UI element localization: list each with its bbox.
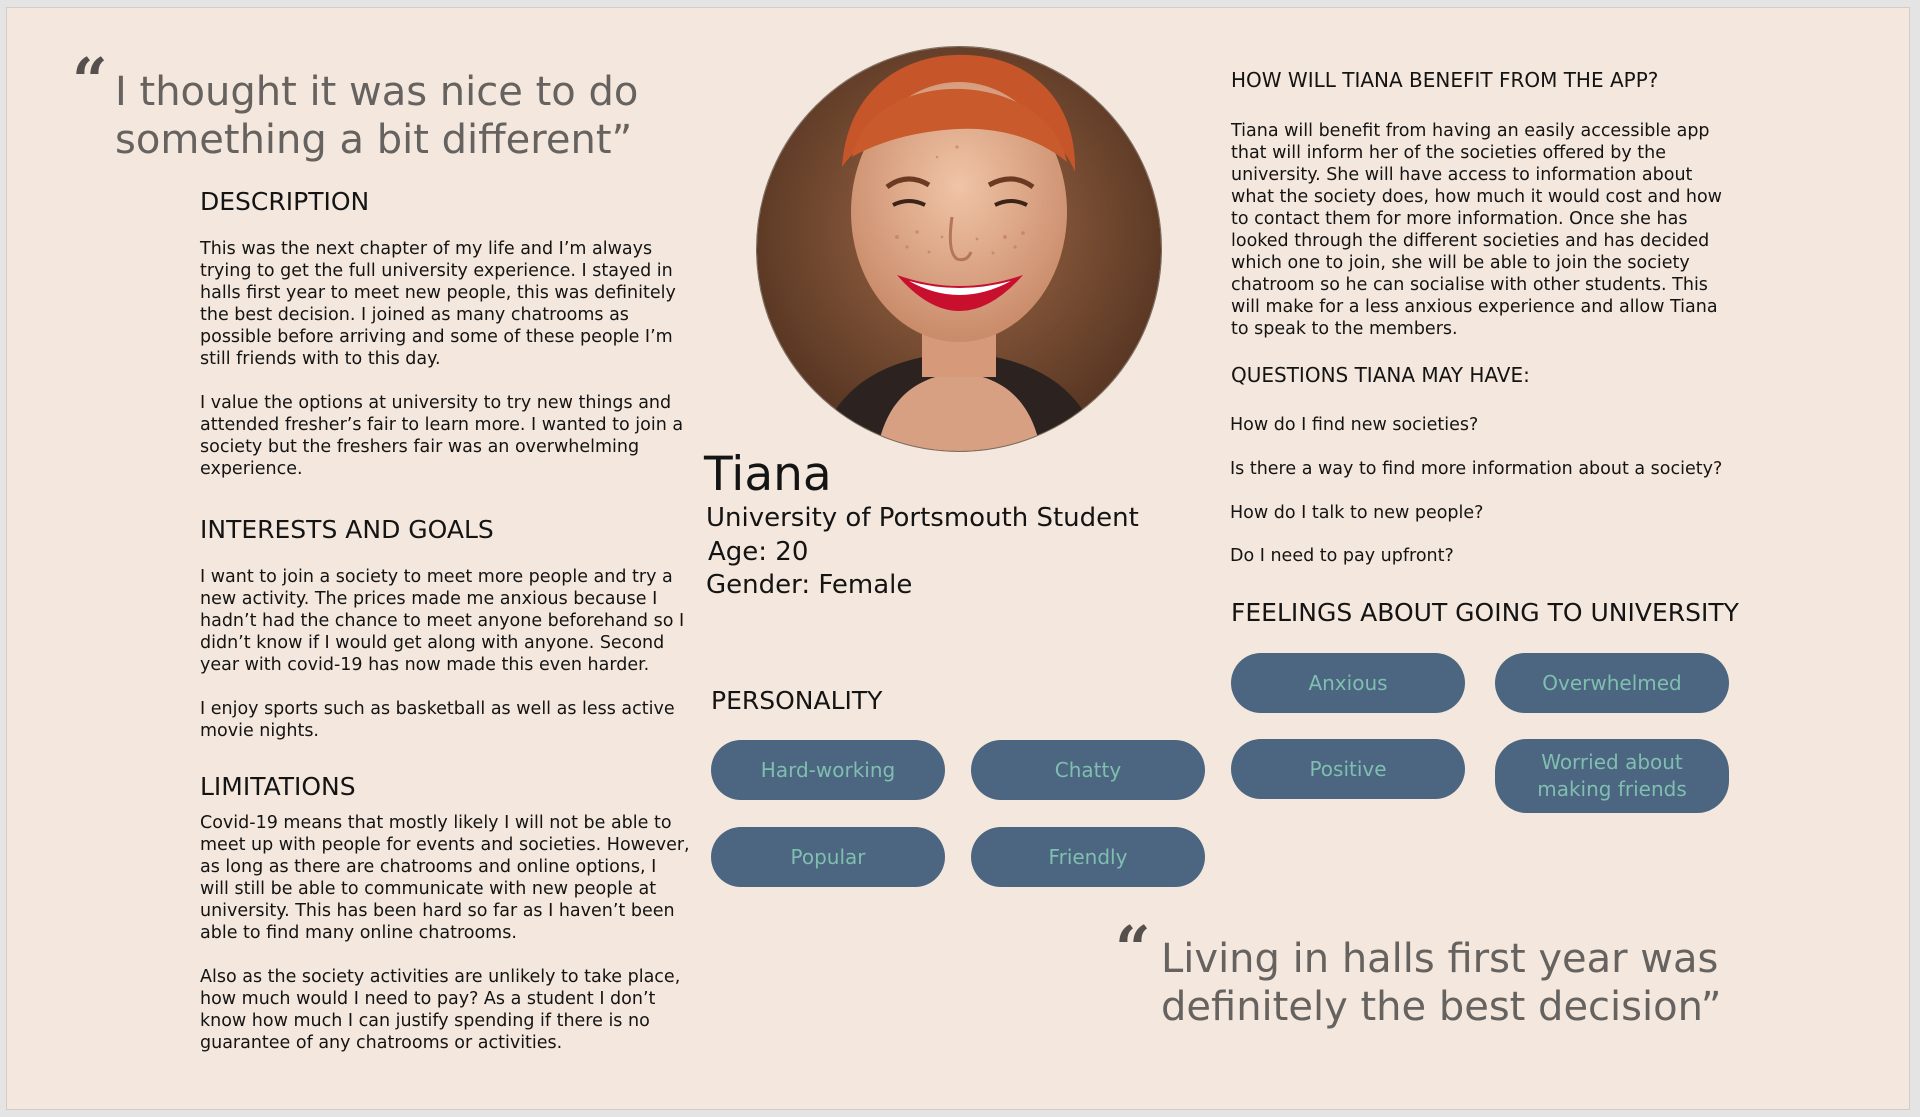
question-item: Do I need to pay upfront? bbox=[1230, 546, 1454, 566]
questions-heading: QUESTIONS TIANA MAY HAVE: bbox=[1231, 363, 1530, 387]
trait-badge: Friendly bbox=[971, 827, 1205, 887]
question-item: Is there a way to find more information about a society? bbox=[1230, 459, 1723, 479]
quote-mark-icon: “ bbox=[72, 44, 108, 117]
benefit-text: Tiana will benefit from having an easily accessible app that will inform her of the societies offered by the university. She will have access to information about what the society does, how much it would cost and how to contact them for more information. Once she has looked through the different societies and has decided which one to join, she will be able to join the society chatroom so he can socialise with other students. This will make for a less anxious experience and allow Tiana to speak to the members. bbox=[1231, 121, 1722, 339]
description-paragraph: I value the options at university to try new things and attended fresher’s fair to learn more. I wanted to join a society but the freshers fair was an overwhelming experience. bbox=[200, 393, 684, 479]
description-paragraph: This was the next chapter of my life and I’m always trying to get the full university experience. I stayed in halls first year to meet new people, this was definitely the best decision. I joined as many chatrooms as possible before arriving and some of these people I’m still friends with to this day. bbox=[200, 239, 676, 369]
trait-badge: Popular bbox=[711, 827, 945, 887]
trait-badge: Hard-working bbox=[711, 740, 945, 800]
persona-gender: Gender: Female bbox=[706, 570, 913, 600]
personality-heading: PERSONALITY bbox=[711, 686, 883, 715]
description-text bbox=[200, 238, 690, 480]
top-quote: I thought it was nice to do something a bit different” bbox=[115, 69, 639, 163]
feeling-badge: Overwhelmed bbox=[1495, 653, 1729, 713]
interests-text bbox=[200, 566, 690, 742]
limitations-text bbox=[200, 812, 690, 1054]
feeling-badge: Anxious bbox=[1231, 653, 1465, 713]
feelings-heading: FEELINGS ABOUT GOING TO UNIVERSITY bbox=[1231, 598, 1739, 627]
interests-paragraph: I enjoy sports such as basketball as well as less active movie nights. bbox=[200, 699, 675, 741]
limitations-paragraph: Covid-19 means that mostly likely I will not be able to meet up with people for events and societies. However, as long as there are chatrooms and online options, I will still be able to communicate with new people at university. This has been hard so far as I haven’t been able to find many online chatrooms. bbox=[200, 813, 690, 943]
persona-name: Tiana bbox=[704, 447, 832, 502]
benefit-heading: HOW WILL TIANA BENEFIT FROM THE APP? bbox=[1231, 68, 1659, 92]
persona-age: Age: 20 bbox=[708, 537, 809, 567]
feeling-badge: Worried about making friends bbox=[1495, 739, 1729, 813]
limitations-heading: LIMITATIONS bbox=[200, 772, 356, 801]
trait-badge: Chatty bbox=[971, 740, 1205, 800]
interests-paragraph: I want to join a society to meet more people and try a new activity. The prices made me anxious because I hadn’t had the chance to meet anyone beforehand so I didn’t know if I would get along with anyone. Second year with covid-19 has now made this even harder. bbox=[200, 567, 685, 675]
question-item: How do I find new societies? bbox=[1230, 415, 1479, 435]
interests-heading: INTERESTS AND GOALS bbox=[200, 515, 494, 544]
question-item: How do I talk to new people? bbox=[1230, 503, 1484, 523]
bottom-quote: Living in halls first year was definitely the best decision” bbox=[1161, 936, 1722, 1030]
feeling-badge: Positive bbox=[1231, 739, 1465, 799]
limitations-paragraph: Also as the society activities are unlikely to take place, how much would I need to pay? As a student I don’t know how much I can justify spending if there is no guarantee of any chatrooms or activities. bbox=[200, 967, 681, 1053]
description-heading: DESCRIPTION bbox=[200, 187, 370, 216]
quote-mark-icon: “ bbox=[1115, 912, 1151, 985]
avatar bbox=[756, 46, 1162, 452]
persona-subtitle: University of Portsmouth Student bbox=[706, 503, 1139, 533]
portrait-photo bbox=[757, 47, 1161, 451]
